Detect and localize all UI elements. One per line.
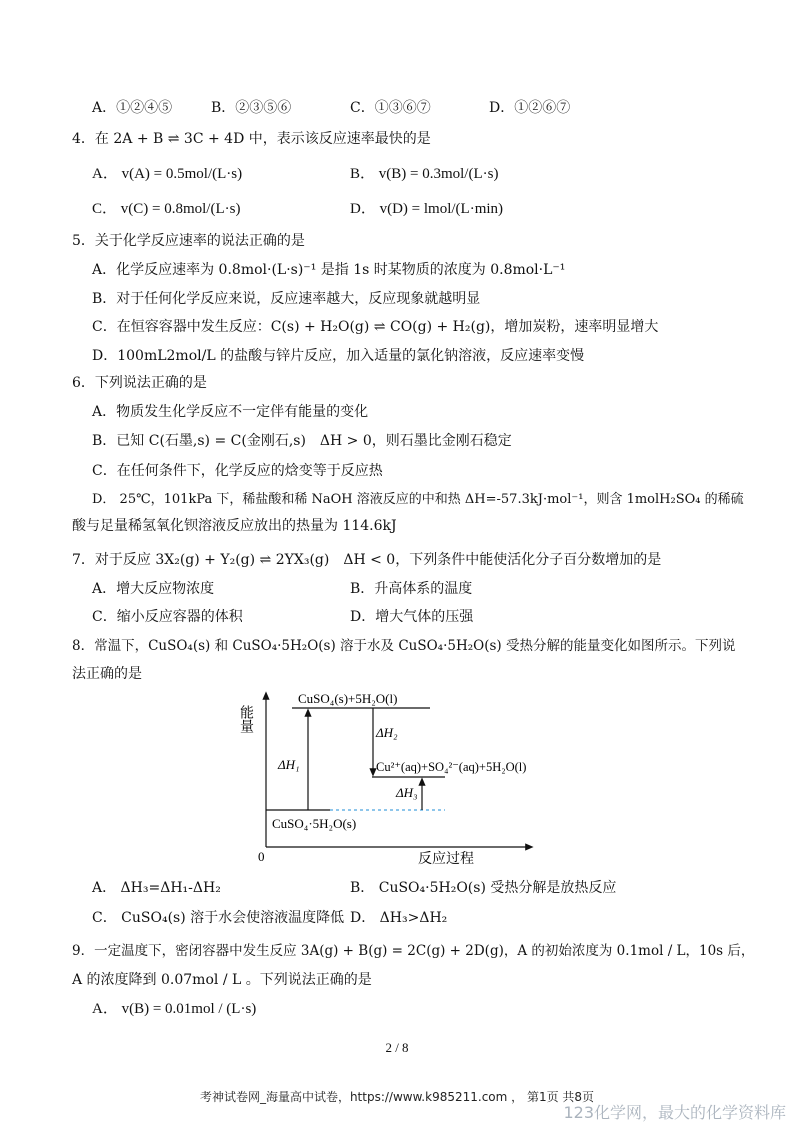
q7-option-c: C．缩小反应容器的体积 [92,609,243,625]
q7-option-d: D．增大气体的压强 [350,609,474,625]
q4-option-a: A． v(A) = 0.5mol/(L·s) [92,166,243,182]
q7-stem: 7．对于反应 3X₂(g) + Y₂(g) ⇌ 2YX₃(g) ΔH < 0，下列条件中能使活化分子百分数增加的是 [72,552,662,568]
page-number: 2 / 8 [385,1040,409,1055]
q9-stem-cont: A 的浓度降到 0.07mol / L 。下列说法正确的是 [72,972,372,988]
q6-option-b: B．已知 C(石墨,s) = C(金刚石,s) ΔH > 0，则石墨比金刚石稳定 [92,433,512,449]
top-level-label: CuSO₄(s)+5H₂O(l) [298,691,398,706]
q8-stem: 8．常温下，CuSO₄(s) 和 CuSO₄·5H₂O(s) 溶于水及 CuSO₄·5H₂O(s) 受热分解的能量变化如图所示。下列说 [72,638,736,654]
q4-option-d: D． v(D) = lmol/(L·min) [350,201,504,217]
y-axis-label: 能量 [238,705,254,733]
dh1-label: ΔH₁ [278,757,300,772]
footer-text: 考神试卷网_海量高中试卷，https://www.k985211.com ， 第1页 共8页 [199,1090,595,1104]
dh2-label: ΔH₂ [376,725,398,740]
q6-option-d-cont: 酸与足量稀氢氧化钡溶液反应放出的热量为 114.6kJ [72,518,397,534]
q8-option-d: D． ΔH₃>ΔH₂ [350,910,448,926]
q7-option-b: B．升高体系的温度 [350,581,473,597]
q6-option-c: C．在任何条件下，化学反应的焓变等于反应热 [92,463,383,479]
q4-option-b: B． v(B) = 0.3mol/(L·s) [350,166,499,182]
q9-option-a: A． v(B) = 0.01mol / (L·s) [92,1001,257,1017]
q5-option-c: C．在恒容容器中发生反应：C(s) + H₂O(g) ⇌ CO(g) + H₂(g)，增加炭粉，速率明显增大 [92,319,659,335]
q3-option-d: D．①②⑥⑦ [489,100,571,116]
q5-stem: 5．关于化学反应速率的说法正确的是 [72,233,305,249]
energy-diagram [240,685,540,870]
q3-option-a: A．①②④⑤ [92,100,173,116]
q5-option-d: D．100mL2mol/L 的盐酸与锌片反应，加入适量的氯化钠溶液，反应速率变慢 [92,348,585,364]
q6-stem: 6．下列说法正确的是 [72,375,207,391]
q8-option-b: B． CuSO₄·5H₂O(s) 受热分解是放热反应 [350,880,617,896]
origin-label: 0 [258,849,265,864]
q3-option-c: C．①③⑥⑦ [350,100,431,116]
q8-option-c: C． CuSO₄(s) 溶于水会使溶液温度降低 [92,910,345,926]
q8-stem-cont: 法正确的是 [72,666,142,682]
q6-option-a: A．物质发生化学反应不一定伴有能量的变化 [92,404,369,420]
q3-option-b: B．②③⑤⑥ [211,100,292,116]
q5-option-b: B．对于任何化学反应来说，反应速率越大，反应现象就越明显 [92,291,481,307]
q5-option-a: A．化学反应速率为 0.8mol·(L·s)⁻¹ 是指 1s 时某物质的浓度为 0.8mol·L⁻¹ [92,262,566,278]
q7-option-a: A．增大反应物浓度 [92,581,215,597]
watermark: 123化学网，最大的化学资料库 [563,1103,786,1122]
q6-option-d: D． 25℃，101kPa 下，稀盐酸和稀 NaOH 溶液反应的中和热 ΔH=-57.3kJ·mol⁻¹，则含 1molH₂SO₄ 的稀硫 [92,492,744,507]
q4-stem: 4．在 2A + B ⇌ 3C + 4D 中，表示该反应速率最快的是 [72,131,431,147]
dh3-label: ΔH₃ [396,785,418,800]
mid-level-label: Cu²⁺(aq)+SO₄²⁻(aq)+5H₂O(l) [376,760,527,774]
q4-option-c: C． v(C) = 0.8mol/(L·s) [92,201,241,217]
bottom-level-label: CuSO₄·5H₂O(s) [272,816,357,831]
q8-option-a: A． ΔH₃=ΔH₁-ΔH₂ [92,880,221,896]
x-axis-label: 反应过程 [418,851,474,867]
q9-stem: 9．一定温度下，密闭容器中发生反应 3A(g) + B(g) = 2C(g) + 2D(g)，A 的初始浓度为 0.1mol / L，10s 后， [72,943,755,959]
